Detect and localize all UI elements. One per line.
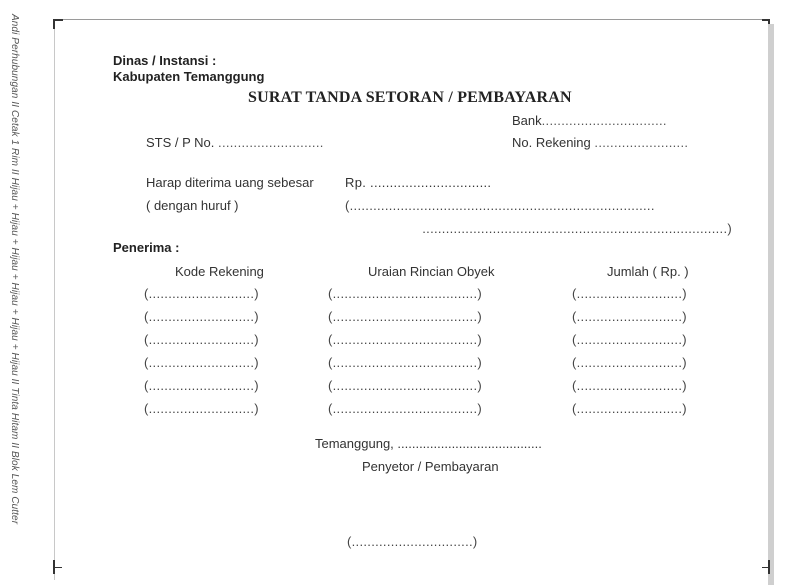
words-label: ( dengan huruf ) [146,198,239,213]
form-border-left [54,20,55,580]
sts-field[interactable] [146,135,324,150]
bank-value[interactable]: ................................ [541,113,667,128]
signature-line[interactable]: (...............................) [347,534,478,549]
kode-rekening-cell[interactable]: (...........................) [144,401,259,416]
receiver-label: Penerima : [113,240,180,255]
uraian-cell[interactable]: (.....................................) [328,401,482,416]
crop-mark-top-left [53,19,63,29]
column-header-kode-rekening: Kode Rekening [175,264,264,279]
page-edge-shadow [768,24,774,585]
column-header-jumlah: Jumlah ( Rp. ) [607,264,689,279]
kode-rekening-cell[interactable]: (...........................) [144,309,259,324]
agency-label: Dinas / Instansi : [113,53,217,68]
words-line-1[interactable]: (.............................................................................. [345,198,655,213]
form-border-top [53,19,767,20]
crop-mark-bottom-right-h [762,567,769,568]
agency-name: Kabupaten Temanggung [113,69,265,84]
kode-rekening-cell[interactable]: (...........................) [144,355,259,370]
crop-mark-bottom-left-h [54,567,62,568]
words-line-2-text: ..............................................................................) [422,221,732,236]
side-print-note: Andi Perhubungan II Cetak 1 Rim II Hijau + Hijau + Hijau + Hijau + Hijau + Hijau II Tinta Hitam II Blok Lem Cutter [9,14,20,525]
column-header-uraian: Uraian Rincian Obyek [368,264,495,279]
uraian-cell[interactable]: (.....................................) [328,309,482,324]
amount-value[interactable]: Rp. ............................... [345,175,492,190]
jumlah-cell[interactable]: (...........................) [572,378,687,393]
form-title: SURAT TANDA SETORAN / PEMBAYARAN [248,89,572,106]
jumlah-cell[interactable]: (...........................) [572,401,687,416]
kode-rekening-cell[interactable]: (...........................) [144,332,259,347]
amount-label: Harap diterima uang sebesar [146,175,314,190]
sts-value[interactable]: ........................... [218,135,324,150]
kode-rekening-cell[interactable]: (...........................) [144,286,259,301]
jumlah-cell[interactable]: (...........................) [572,309,687,324]
uraian-cell[interactable]: (.....................................) [328,286,482,301]
jumlah-cell[interactable]: (...........................) [572,286,687,301]
rekening-field[interactable] [512,135,688,150]
bank-label: Bank [512,113,542,128]
uraian-cell[interactable]: (.....................................) [328,378,482,393]
kode-rekening-cell[interactable]: (...........................) [144,378,259,393]
jumlah-cell[interactable]: (...........................) [572,355,687,370]
words-line-2[interactable] [350,221,732,236]
signer-role: Penyetor / Pembayaran [362,459,499,474]
place-date[interactable]: Temanggung, ........................................ [315,436,542,451]
rekening-value[interactable]: ........................ [594,135,689,150]
bank-field[interactable] [512,113,667,128]
jumlah-cell[interactable]: (...........................) [572,332,687,347]
rekening-label: No. Rekening [512,135,591,150]
sts-label: STS / P No. [146,135,215,150]
uraian-cell[interactable]: (.....................................) [328,332,482,347]
uraian-cell[interactable]: (.....................................) [328,355,482,370]
